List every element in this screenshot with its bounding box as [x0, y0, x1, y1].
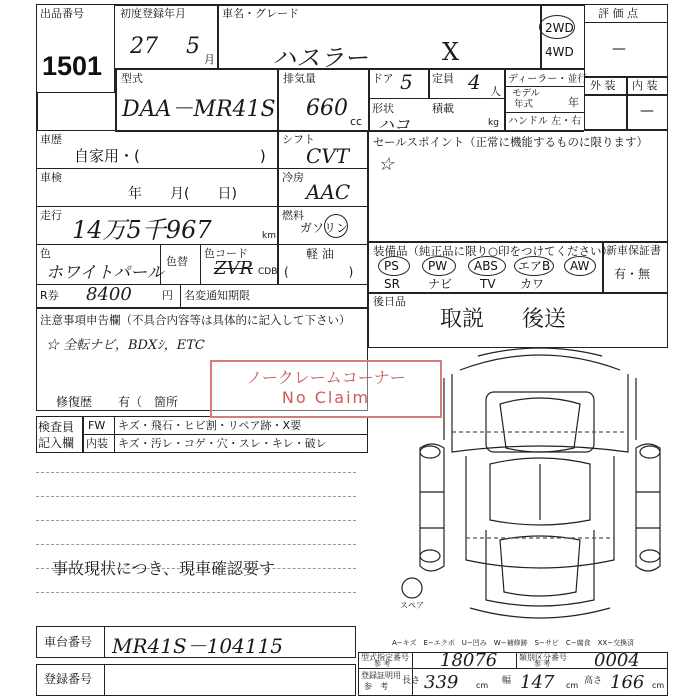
inspection-value: 年 月( 日)	[128, 186, 237, 202]
cert-label1: 登録証明用	[361, 671, 401, 680]
dealer-label: ディーラー・並行	[508, 74, 588, 85]
type-cert-label: 型式指定番号	[361, 653, 409, 662]
type-cert-value: 18076	[440, 650, 498, 671]
kg-unit: kg	[488, 118, 499, 128]
length-value: 339	[424, 672, 459, 693]
diesel-paren: ( )	[284, 265, 354, 279]
load-label: 積載	[432, 102, 454, 115]
width-label: 幅	[502, 676, 512, 686]
handle-label: ハンドル 左・右	[508, 116, 582, 127]
spare-label: スペア	[400, 601, 424, 610]
grade: X	[442, 38, 460, 66]
car-name: ハスラー	[272, 44, 368, 72]
year-unit: 年	[568, 96, 579, 109]
cert-label2: 参 考	[364, 682, 388, 691]
equip-item-navi: ナビ	[428, 277, 453, 291]
displacement: 660	[306, 96, 348, 121]
interior-label: 内 装	[632, 79, 658, 92]
history-label: 車歴	[40, 133, 62, 146]
equip-item-tv: TV	[480, 277, 496, 291]
stamp-line-jp: ノークレームコーナー	[246, 368, 406, 387]
equip-item-sr: SR	[384, 277, 400, 291]
fuel-label: 燃料	[282, 209, 304, 222]
notes-label: 注意事項申告欄（不具合内容等は具体的に記入して下さい）	[40, 313, 351, 327]
length-label: 長さ	[402, 676, 421, 686]
shift-label: シフト	[282, 133, 315, 146]
color-value: ホワイトパール	[46, 263, 164, 283]
mileage: 14万5千967	[72, 216, 212, 244]
reg-label: 初度登録年月	[120, 7, 186, 20]
inspector-comment: 事故現状につき、現車確認要す	[52, 559, 276, 578]
capacity: 4	[468, 70, 481, 94]
ac-label: 冷房	[282, 171, 304, 184]
repair-value: 有（ 箇所	[118, 395, 179, 409]
model-label: 型式	[121, 72, 143, 85]
warranty-value: 有・無	[614, 267, 651, 281]
inspection-label: 車検	[40, 171, 62, 184]
warranty-label: 新車保証書	[606, 244, 661, 257]
after-label: 後日品	[373, 295, 406, 308]
eval-score: —	[612, 41, 626, 57]
drive-2wd: 2WD	[545, 21, 574, 35]
lot-label: 出品番号	[40, 7, 84, 20]
class-value: 0004	[594, 650, 640, 671]
after-value-manual: 取説	[440, 307, 485, 332]
width-cm: cm	[566, 681, 579, 690]
fw-label: FW	[88, 419, 106, 432]
height-value: 166	[610, 672, 645, 693]
color-change-label: 色替	[166, 255, 188, 268]
fw-text: キズ・飛石・ヒビ割・リペア跡・X要	[118, 419, 302, 432]
color-label: 色	[40, 247, 51, 260]
km-unit: km	[262, 231, 276, 241]
repair-label: 修復歴	[56, 395, 93, 409]
drive-4wd: 4WD	[545, 45, 574, 59]
exterior-label: 外 装	[590, 79, 616, 92]
eval-label: 評 価 点	[598, 7, 638, 20]
notes-handwritten: ☆ 全転ナビ，BDXｼ，ETC	[46, 338, 205, 353]
length-cm: cm	[476, 681, 489, 690]
displacement-label: 排気量	[283, 72, 316, 85]
after-value-later: 後送	[522, 307, 567, 332]
equip-item-aw: AW	[570, 259, 590, 273]
cdb-label: CDB	[258, 267, 278, 277]
lot-number: 1501	[42, 51, 103, 81]
inner-text: キズ・汚レ・コゲ・穴・スレ・キレ・破レ	[118, 437, 327, 450]
inspector-label2: 記入欄	[38, 436, 75, 450]
sales-label: セールスポイント（正常に機能するものに限ります）	[373, 135, 648, 149]
color-code: ZVR	[214, 258, 254, 279]
ac-value: AAC	[306, 180, 351, 204]
reg-year: 27	[130, 34, 158, 59]
notice-label: 名変通知期限	[184, 289, 250, 302]
mileage-label: 走行	[40, 209, 62, 222]
recycle-label: R券	[40, 289, 59, 302]
model-code: DAA－MR41S	[122, 97, 276, 122]
interior-score: —	[640, 103, 654, 119]
model-year-label1: モデル	[512, 88, 541, 99]
doors: 5	[400, 70, 413, 94]
chassis-value: MR41S－104115	[112, 634, 284, 658]
equip-item-abs: ABS	[474, 259, 498, 273]
height-label: 高さ	[584, 676, 603, 686]
inner-label: 内装	[86, 437, 108, 450]
reg-no-label: 登録番号	[44, 672, 93, 686]
name-label: 車名・グレード	[222, 7, 299, 20]
recycle-value: 8400	[86, 284, 132, 305]
shape-label: 形状	[372, 102, 394, 115]
sales-mark: ☆	[378, 154, 395, 175]
equip-item-ps: PS	[384, 259, 399, 273]
door-label: ドア	[372, 72, 394, 85]
cc-unit: cc	[350, 115, 363, 128]
shift-value: CVT	[306, 144, 350, 168]
diesel-label: 軽 油	[306, 247, 334, 261]
fuel-value: ガソリン	[300, 221, 349, 235]
reg-month: 5	[186, 34, 200, 59]
type-cert-ref: 参 考	[374, 660, 391, 668]
model-year-label2: 年式	[514, 99, 534, 110]
color-code-label: 色コード	[204, 247, 248, 260]
class-label: 類別区分番号	[519, 653, 567, 662]
damage-legend: A−キズ E−エクボ U−凹み W−補修跡 S−サビ C−腐食 XX−交換済	[392, 639, 635, 647]
width-value: 147	[520, 672, 555, 693]
chassis-label: 車台番号	[44, 635, 93, 649]
height-cm: cm	[652, 681, 665, 690]
class-ref: 参 考	[534, 660, 551, 668]
equip-item-leather: カワ	[520, 277, 545, 291]
yen-unit: 円	[162, 289, 173, 302]
equip-item-airbag: エアB	[518, 259, 551, 273]
stamp-line-en: No Claim	[281, 388, 371, 407]
shape: ハコ	[378, 115, 411, 134]
equip-item-pw: PW	[428, 259, 448, 273]
inspector-label1: 検査員	[38, 420, 75, 434]
month-suffix: 月	[204, 53, 215, 66]
person-unit: 人	[490, 85, 501, 98]
history-value: 自家用・( )	[74, 147, 266, 165]
equipment-label: 装備品（純正品に限り○印をつけてください）	[373, 244, 614, 258]
capacity-label: 定員	[432, 72, 454, 85]
